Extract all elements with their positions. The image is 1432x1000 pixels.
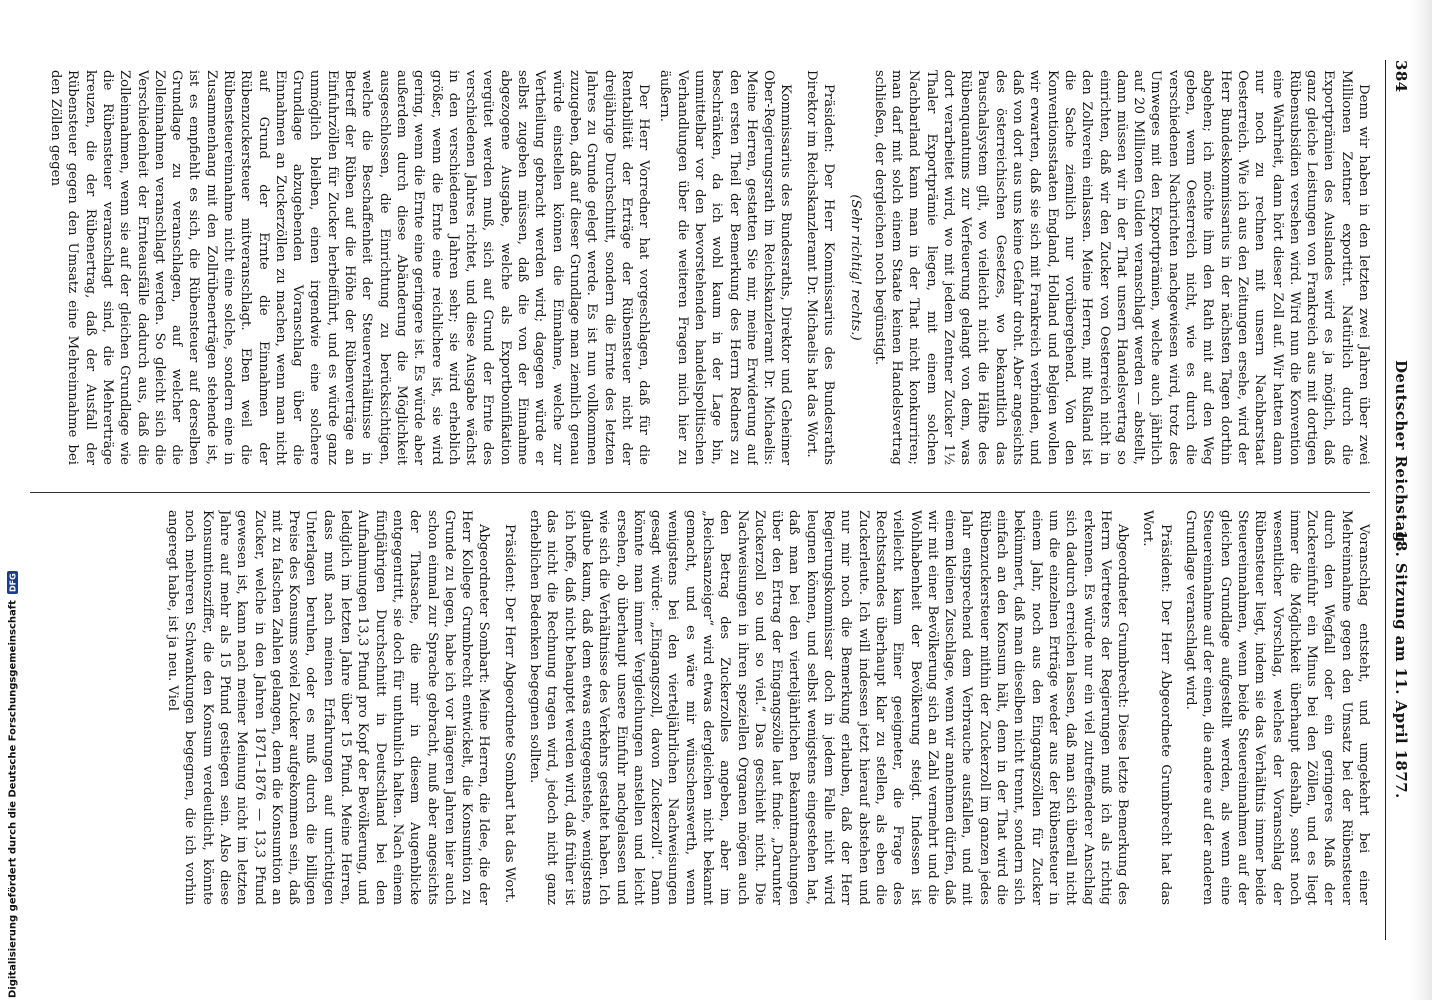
publication-title: Deutscher Reichstag. <box>1392 360 1410 549</box>
speaker-paragraph: Kommissarius des Bundesraths, Direktor und Geheimer Ober-Regierungsrath im Reichskanzleramt Dr. Michaelis: Meine Herren, gestatten Sie mir, meine Erwiderung auf den ersten Theil der Bemerkung des Herrn Redners zu beschränken, da ich wohl kaum in der Lage bin, unmittelbar vor den bevorstehenden handelspolitischen Verhandlungen über die weiteren Fragen mich hier zu äußern. <box>657 70 794 465</box>
interjection: (Sehr richtig! rechts.) <box>848 194 864 341</box>
digitization-credit <box>2 500 24 998</box>
column-divider <box>30 492 1370 493</box>
scan-edge <box>1410 0 1432 1000</box>
running-header <box>1385 60 1410 940</box>
session-date: 18. Sitzung am 11. April 1877. <box>1392 530 1410 799</box>
paragraph: Voranschlag entsteht, und umgekehrt bei einer Mehreinnahme gegen den Umsatz bei der Rübensteuer durch den Wegfall oder ein geringeres Maß der Zuckereinfuhr ein Minus bei den Zöllen, und es liegt immer die Möglichkeit überhaupt deshalb, sonst noch wesentlicher Vorschlag, welches der Voranschlag der Rübensteuer liegt, indem sie das Verhältnis immer beide Steuereinnahmen, wenn beide Steuereinnahmen auf der gleichen Grundlage aufgestellt werden, als wenn eine Steuereinnahme auf der einen, die andere auf der anderen Grundlage veranschlagt wird. <box>1183 510 1371 905</box>
speaker-paragraph: Präsident: Der Herr Kommissarius des Bundesraths Direktor im Reichskanzleramt Dr. Michaelis hat das Wort. <box>803 70 837 465</box>
speaker-paragraph: Präsident: Der Herr Abgeordnete Sombart hat das Wort. <box>501 524 517 904</box>
right-column <box>22 510 1372 905</box>
paragraph: Der Herr Vorredner hat vorgeschlagen, daß für die Rentabilität der Erträge der Rübensteuer nicht der dreijährige Durchschnitt, sondern die Ernte des letzten Jahres zu Grunde gelegt werde. Es ist nun vollkommen zuzugeben, daß auf dieser Grundlage man ziemlich genau würde einstellen können die Einnahme, welche zur Vertheilung gebracht werden wird; dagegen würde er selbst zugeben müssen, daß die von der Einnahme abgezogene Ausgabe, welche als Exportbonifikation vergütet werden muß, sich auf Grund der Ernte des verschiedenen Jahres richtet, und diese Ausgabe wächst in den verschiedenen Jahren sehr; sie wird erheblich größer, wenn die Ernte eine reichlichere ist, sie wird gering, wenn die Ernte eine geringere ist. Es würde aber außerdem durch diese Abänderung die Möglichkeit ausgeschlossen, die Einrichtung zu berücksichtigen, welche die Beschaffenheit der Steuerverhältnisse in Betreff der Rüben auf die Höhe der Rübenverträge an Einfuhrzöllen für Zucker herbeiführt, und es würde ganz unmöglich bleiben, einen irgendwie eine solchere Grundlage abzugebenden Voranschlag über die Einnahmen an Zuckerzöllen zu machen, wenn man nicht auf Grund der Ernte die Einnahmen der Rübenzuckersteuer mitveranschlagt. Eben weil die Rübensteuereinnahme nicht eine solche, sondern eine in Zusammenhang mit den Zollrübenerträgen stehende ist, ist es empfiehlt es sich, die Rübensteuer auf derselben Grundlage zu veranschlagen, auf welcher die Zolleinnahmen veranschlagt werden. So gleicht sich die Verschiedenheit der Ernteausfälle dadurch aus, daß die Zolleinnahmen, wenn sie auf der gleichen Grundlage wie die Rübensteuer veranschlagt sind, die Mehrerträge kreuzen, die der Rübenertrag, daß der Ausfall der Rübensteuer gegen den Umsatz eine Mehreinnahme bei den Zöllen gegen <box>48 70 652 465</box>
credit-text: Digitalisierung gefördert durch die Deutsche Forschungsgemeinschaft <box>7 600 19 998</box>
speaker-paragraph: Abgeordneter Grumbrecht: Diese letzte Bemerkung des Herrn Vertreters der Regierungen muß ich als richtig erkennen. Es würde nur ein viel zutreffenderer Anschlag sich dadurch erreichen lassen, daß man sich überall nicht um die einzelnen Erträge weder aus der Rübensteuer in einem Jahr, noch aus den Eingangszöllen für Zucker bekümmert, daß man dieselben nicht trennt, sondern sich einfach an den Konsum hält, denn in der That wird die Rübenzuckersteuer mithin der Zuckerzoll im ganzen jedes Jahr entsprechend dem Verbrauche ausfallen, und mit einem kleinen Zuschlage, wenn wir annehmen dürfen, daß wir mit einer Bevölkerung sich an Zahl vermehrt und die Wohlhabenheit der Bevölkerung steigt. Indessen ist vielleicht kaum Einer geeigneter, die Frage des Rechtsstandes überhaupt klar zu stellen, als eben die Zuckerleute. Ich will indessen jetzt hierauf abstehen und nur mir noch die Bemerkung erlauben, daß der Herr Regierungskommissar doch in jedem Falle nicht wird leugnen können, und selbst wenigstens eingestehen hat, daß man bei den vierteljährlichen Bekanntmachungen über den Ertrag der Eingangszölle laut finde: „Darunter Zuckerzoll so und so viel.“ Das geschieht nicht. Die Nachweisungen in ihren speziellen Organen mögen auch den Betrag des Zuckerzolles angeben, aber im „Reichsanzeiger“ wird etwas dergleichen nicht bekannt gemacht, und es wäre mir wünschenswerth, wenn wenigstens bei den vierteljährlichen Nachweisungen gesagt würde: „Eingangszoll, davon Zuckerzoll“. Dann könnte man immer Vergleichungen anstellen und leicht ersehen, ob überhaupt unsere Einfuhr nachgelassen und wie sich die Verhältnisse des Verkehrs gestaltet haben. Ich glaube kaum, daß dem etwas entgegenstehe, wenigstens ich hoffe, daß nicht behauptet werden wird, daß früher ist das nicht die Rechnung tragen wird, jedoch nicht ganz erheblichen Bedenken begegnen sollten. <box>527 510 1131 905</box>
speaker-paragraph: Präsident: Der Herr Abgeordnete Grumbrecht hat das Wort. <box>1140 510 1173 905</box>
dfg-logo: DFG <box>8 573 18 593</box>
paragraph: Denn wir haben in den letzten zwei Jahren über zwei Millionen Zentner exportirt. Natürlich durch die Exportprämien des Auslandes wird es ja möglich, daß ganz gleiche Leistungen von Frankreich aus mit dortigen Rübensubsidien versehen wird. Wird nun die Konvention eine Wahrheit, dann hört dieser Zoll auf. Wir hatten dann nur noch zu rechnen mit unsern Nachbarstaat Oesterreich. Wie ich aus den Zeitungen ersehe, wird der Herr Bundeskommissarius in der nächsten Tagen dorthin abgehen; ich möchte ihm den Rath mit auf den Weg geben, wenn Oesterreich nicht, wie es durch die verschiedenen Nachrichten nachgewiesen wird, trotz des Umweges mit den Exportprämien, welche auch jährlich auf 20 Millionen Gulden veranschlagt werden — abstellt, dann müssen wir in der That unsern Handelsvertrag so einrichten, daß wir den Zucker von Oesterreich nicht in den Zollverein einlassen. Meine Herren, mit Rußland ist die Sache ziemlich nur vorübergehend. Von den Konventionsstaaten England, Holland und Belgien wollen wir erwarten, daß sie sich mit Frankreich verbinden, und daß von dort aus uns keine Gefahr droht. Aber angesichts des österreichischen Gesetzes, wo bekanntlich das Pauschalsystem gilt, wo vielleicht nicht die Hälfte des Rübenquantums zur Verfeuerung gelangt von dem, was dort verarbeitet wird, wo mit jedem Zentner Zucker 1½ Thaler Exportprämie liegen, mit einem solchen Nachbarland kann man in der That nicht konkurriren; man darf mit solch einem Staate keinen Handelsvertrag schließen, der dergleichen noch begünstigt. <box>871 70 1371 465</box>
left-column <box>22 70 1372 465</box>
page-number: 384 <box>1392 60 1410 93</box>
speaker-paragraph: Abgeordneter Sombart: Meine Herren, die Idee, die der Herr Kollege Grumbrecht entwickelt, die Konsumtion zu Grunde zu legen, habe ich vor längeren Jahren hier auch schon einmal zur Sprache gebracht, muß aber angesichts der Thatsache, die mir in diesem Augenblicke entgegentritt, sie doch für unthunlich halten. Nach einem fünfjährigen Durchschnitt in Deutschland bei den Aufnahmungen 13,3 Pfund pro Kopf der Bevölkerung, und lediglich im letzten Jahre über 15 Pfund. Meine Herren, dass muß nach meinen Erfahrungen auf unrichtigen Unterlagen beruhen, oder es muß durch die billigen Preise des Konsums soviel Zucker aufgekommen sein, daß mit zu falschen Zahlen gelangen, denn die Konsumtion an Zucker, welche in den Jahren 1871–1876 — 13,3 Pfund gewesen ist, kann nach meiner Meinung nicht im letzten Jahre auf mehr als 15 Pfund gestiegen sein. Also diese Konsumtionsziffer, die den Konsum verdeutlicht, könnte noch mehreren Schwankungen begegnen, die ich vorhin angeregt habe, ist ja neu. Viel <box>165 510 492 905</box>
